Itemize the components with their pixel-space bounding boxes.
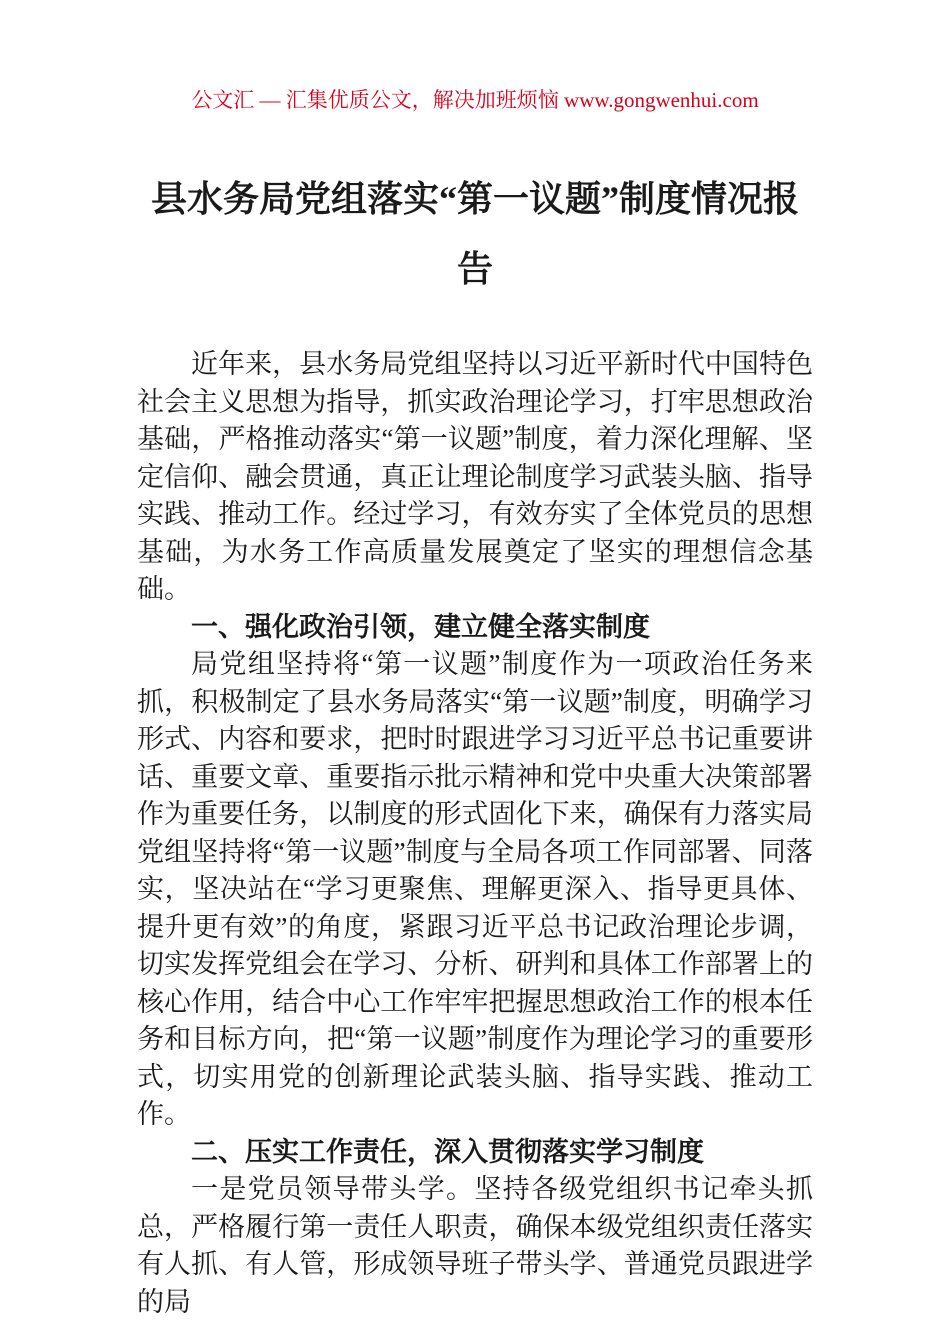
document-title: 县水务局党组落实“第一议题”制度情况报告	[150, 179, 799, 289]
document-body	[137, 346, 813, 1321]
section-heading: 二、压实工作责任，深入贯彻落实学习制度	[191, 1136, 704, 1167]
paragraph: 局党组坚持将“第一议题”制度作为一项政治任务来抓，积极制定了县水务局落实“第一议题”制度，明确学习形式、内容和要求，把时时跟进学习习近平总书记重要讲话、重要文章、重要指示批示精神和党中央重大决策部署作为重要任务，以制度的形式固化下来，确保有力落实局党组坚持将“第一议题”制度与全局各项工作同部署、同落实，坚决站在“学习更聚焦、理解更深入、指导更具体、提升更有效”的角度，紧跟习近平总书记政治理论步调，切实发挥党组会在学习、分析、研判和具体工作部署上的核心作用，结合中心工作牢牢把握思想政治工作的根本任务和目标方向，把“第一议题”制度作为理论学习的重要形式，切实用党的创新理论武装头脑、指导实践、推动工作。	[137, 649, 813, 1129]
paragraph: 一是党员领导带头学。坚持各级党组织书记牵头抓总，严格履行第一责任人职责，确保本级党组织责任落实有人抓、有人管，形成领导班子带头学、普通党员跟进学的局	[137, 1174, 813, 1317]
paragraph: 近年来，县水务局党组坚持以习近平新时代中国特色社会主义思想为指导，抓实政治理论学习，打牢思想政治基础，严格推动落实“第一议题”制度，着力深化理解、坚定信仰、融会贯通，真正让理论制度学习武装头脑、指导实践、推动工作。经过学习，有效夯实了全体党员的思想基础，为水务工作高质量发展奠定了坚实的理想信念基础。	[137, 349, 813, 604]
site-watermark: 公文汇 — 汇集优质公文，解决加班烦恼 www.gongwenhui.com	[191, 88, 759, 112]
section-heading: 一、强化政治引领，建立健全落实制度	[191, 611, 650, 642]
